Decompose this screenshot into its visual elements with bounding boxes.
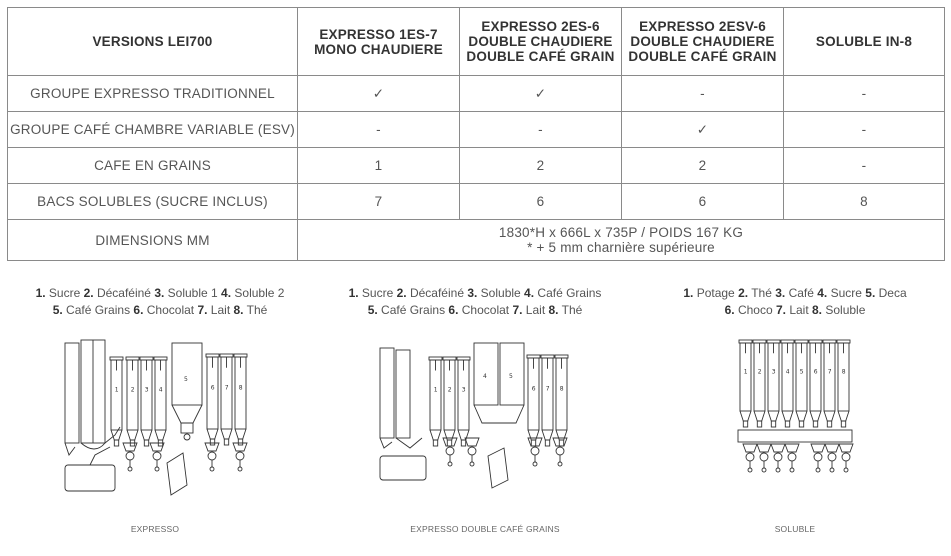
legend-text: Décaféiné (406, 286, 468, 300)
specifications-table (7, 7, 945, 261)
canister (796, 343, 807, 411)
canister (172, 343, 202, 405)
table-cell: 2 (622, 148, 784, 184)
canister-chute (444, 430, 455, 440)
canister-number: 1 (743, 368, 748, 376)
bean-hopper (396, 350, 410, 438)
cup-holder (167, 453, 187, 495)
nozzle (748, 468, 752, 472)
mixer-motor (236, 452, 244, 460)
legend-number: 3. (154, 286, 165, 300)
nozzle (128, 467, 132, 471)
table-cell: 6 (460, 184, 622, 220)
canister (754, 343, 765, 411)
canister-lid (781, 340, 794, 343)
legend-text: Café Grains (534, 286, 602, 300)
legend-text: Thé (243, 303, 268, 317)
legend-text: Deca (875, 286, 907, 300)
legend-number: 2. (738, 286, 749, 300)
header-line: EXPRESSO 2ES-6 (481, 19, 600, 34)
legend-text: Thé (558, 303, 583, 317)
legend-number: 5. (367, 303, 378, 317)
table-row (8, 184, 945, 220)
canister-chute (155, 430, 166, 440)
funnel-outlet (181, 423, 193, 433)
canister-outlet (461, 440, 465, 446)
legend-number: 4. (524, 286, 535, 300)
canister-lid (837, 340, 850, 343)
mixing-bowl (443, 438, 457, 446)
row-label: GROUPE EXPRESSO TRADITIONNEL (8, 76, 298, 112)
legend-number: 1. (348, 286, 359, 300)
canister (782, 343, 793, 411)
legend-number: 6. (724, 303, 735, 317)
table-cell: 1 (298, 148, 460, 184)
table-row (8, 112, 945, 148)
canister-chute (824, 411, 835, 421)
legend-number: 3. (467, 286, 478, 300)
canister-number: 3 (144, 386, 149, 394)
legend-text: Thé (748, 286, 776, 300)
header-line: EXPRESSO 2ESV-6 (639, 19, 766, 34)
mixer-motor (842, 453, 850, 461)
legend-line (660, 302, 930, 319)
canister-outlet (785, 421, 789, 427)
canister-outlet (813, 421, 817, 427)
legend-text: Potage (693, 286, 739, 300)
table-cell: - (784, 148, 945, 184)
legend-number: 1. (683, 286, 694, 300)
caption-soluble: SOLUBLE (774, 524, 816, 534)
legend-number: 7. (197, 303, 208, 317)
legend-number: 8. (812, 303, 823, 317)
canister-lid (753, 340, 766, 343)
canister-chute (796, 411, 807, 421)
mixing-bowl (825, 444, 839, 452)
check-icon: ✓ (298, 76, 460, 112)
canister-outlet (224, 439, 228, 445)
legend-number: 6. (448, 303, 459, 317)
canister-number: 6 (531, 385, 536, 393)
canister-lid (739, 340, 752, 343)
legend-text: Soluble (477, 286, 525, 300)
table-cell: 7 (298, 184, 460, 220)
canister-chute (458, 430, 469, 440)
funnel (172, 405, 202, 423)
canister-outlet (210, 439, 214, 445)
caption-double: EXPRESSO DOUBLE CAFÉ GRAINS (410, 524, 560, 534)
nozzle (184, 434, 190, 440)
canister-outlet (238, 439, 242, 445)
legend-text: Chocolat (143, 303, 198, 317)
canister-lid (206, 354, 219, 357)
canister-lid (823, 340, 836, 343)
legend-number: 5. (865, 286, 876, 300)
table-cell: - (784, 112, 945, 148)
canister-number: 5 (799, 368, 804, 376)
canister-lid (220, 354, 233, 357)
canister-lid (126, 357, 139, 360)
legend-line (20, 302, 300, 319)
canister-number: 8 (238, 384, 243, 392)
canister (824, 343, 835, 411)
canister-number: 8 (841, 368, 846, 376)
mixing-bowl (150, 443, 164, 451)
table-cell: - (460, 112, 622, 148)
mixing-bowl (811, 444, 825, 452)
table-cell: - (298, 112, 460, 148)
legend-number: 5. (52, 303, 63, 317)
legend-text: Lait (207, 303, 234, 317)
legend-text: Soluble 2 (231, 286, 285, 300)
nozzle (830, 468, 834, 472)
drawing-line (90, 447, 110, 465)
mixing-bowl (553, 438, 567, 446)
canister-number: 1 (114, 386, 119, 394)
canister-lid (795, 340, 808, 343)
header-expresso-2es6 (460, 8, 622, 76)
double-expresso-machine-diagram (370, 338, 590, 498)
canister-outlet (757, 421, 761, 427)
mixer-platform (738, 430, 852, 442)
canister-chute (838, 411, 849, 421)
header-line: EXPRESSO 1ES-7 (319, 26, 438, 42)
canister-outlet (114, 440, 118, 446)
canister-chute (754, 411, 765, 421)
canister-lid (429, 357, 442, 360)
table-cell: 2 (460, 148, 622, 184)
table-row-dimensions (8, 220, 945, 261)
bean-hopper (65, 343, 79, 443)
legend-number: 7. (775, 303, 786, 317)
nozzle (448, 462, 452, 466)
canister-lid (110, 357, 123, 360)
canister-chute (127, 430, 138, 440)
mixer-motor (531, 447, 539, 455)
header-line: DOUBLE CHAUDIERE (468, 34, 613, 49)
canister-number: 5 (184, 376, 188, 383)
canister-outlet (447, 440, 451, 446)
nozzle (558, 462, 562, 466)
legend-text: Chocolat (458, 303, 513, 317)
canister (740, 343, 751, 411)
canister-chute (740, 411, 751, 421)
canister-outlet (531, 440, 535, 446)
legend-text: Café Grains (377, 303, 449, 317)
canister-lid (809, 340, 822, 343)
legend-double (330, 285, 620, 319)
canister-chute (782, 411, 793, 421)
row-label: DIMENSIONS MM (8, 220, 298, 261)
nozzle (816, 468, 820, 472)
canister-outlet (743, 421, 747, 427)
nozzle (210, 467, 214, 471)
legend-soluble (660, 285, 930, 319)
header-expresso-2esv6 (622, 8, 784, 76)
drawing-line (81, 443, 105, 449)
legend-line (330, 302, 620, 319)
legend-number: 6. (133, 303, 144, 317)
mixing-bowl (233, 443, 247, 451)
canister-number: 2 (130, 386, 135, 394)
expresso-machine-diagram (55, 335, 285, 505)
nozzle (776, 468, 780, 472)
canister-number: 2 (447, 386, 452, 394)
canister-number: 4 (785, 368, 790, 376)
canister-chute (207, 429, 218, 439)
mixer-motor (746, 453, 754, 461)
table-cell: - (622, 76, 784, 112)
canister-lid (767, 340, 780, 343)
dimensions-value (298, 220, 945, 261)
mixing-bowl (528, 438, 542, 446)
legend-text: Lait (785, 303, 812, 317)
mixer-motor (153, 452, 161, 460)
canister-number: 1 (433, 386, 438, 394)
mixing-bowl (839, 444, 853, 452)
mixer-motor (828, 453, 836, 461)
legend-line (20, 285, 300, 302)
header-line: DOUBLE CHAUDIERE (630, 34, 775, 49)
drawing-line (65, 443, 75, 455)
canister-chute (542, 430, 553, 440)
brewing-unit (65, 465, 115, 491)
canister-outlet (771, 421, 775, 427)
table-cell: 6 (622, 184, 784, 220)
mixer-motor (446, 447, 454, 455)
canister-outlet (144, 440, 148, 446)
caption-expresso: EXPRESSO (130, 524, 180, 534)
canister-chute (111, 430, 122, 440)
canister-number: 4 (158, 386, 163, 394)
legend-text: Café Grains (62, 303, 134, 317)
dimensions-line: 1830*H x 666L x 735P / POIDS 167 KG (498, 225, 744, 240)
drawing-line (380, 438, 392, 448)
row-label: BACS SOLUBLES (SUCRE INCLUS) (8, 184, 298, 220)
mixing-bowl (757, 444, 771, 452)
brewing-unit (380, 456, 426, 480)
canister-number: 7 (224, 384, 229, 392)
legend-number: 4. (817, 286, 828, 300)
legend-text: Soluble 1 (164, 286, 222, 300)
canister-chute (768, 411, 779, 421)
nozzle (470, 462, 474, 466)
header-line: DOUBLE CAFÉ GRAIN (466, 49, 615, 64)
canister-number: 3 (461, 386, 466, 394)
header-line: MONO CHAUDIERE (314, 41, 443, 57)
table-row (8, 148, 945, 184)
canister-number: 7 (827, 368, 832, 376)
mixing-bowl (465, 438, 479, 446)
mixer-motor (760, 453, 768, 461)
bean-hopper (380, 348, 394, 438)
legend-text: Sucre (45, 286, 84, 300)
canister-number: 5 (509, 373, 513, 380)
canister (768, 343, 779, 411)
mixer-motor (774, 453, 782, 461)
table-cell: 8 (784, 184, 945, 220)
canister-lid (234, 354, 247, 357)
canister-outlet (559, 440, 563, 446)
canister-outlet (433, 440, 437, 446)
check-icon: ✓ (460, 76, 622, 112)
canister-chute (141, 430, 152, 440)
canister-chute (528, 430, 539, 440)
canister-number: 2 (757, 368, 762, 376)
mixer-motor (468, 447, 476, 455)
nozzle (844, 468, 848, 472)
nozzle (238, 467, 242, 471)
canister-number: 3 (771, 368, 776, 376)
legend-number: 4. (221, 286, 232, 300)
legend-number: 1. (35, 286, 46, 300)
canister-number: 6 (210, 384, 215, 392)
canister-chute (430, 430, 441, 440)
canister-lid (457, 357, 470, 360)
legend-number: 8. (548, 303, 559, 317)
legend-text: Sucre (827, 286, 866, 300)
canister-outlet (799, 421, 803, 427)
table-cell: - (784, 76, 945, 112)
nozzle (533, 462, 537, 466)
canister-lid (527, 355, 540, 358)
funnel (474, 405, 524, 423)
mixing-bowl (771, 444, 785, 452)
nozzle (762, 468, 766, 472)
legend-text: Choco (734, 303, 776, 317)
mixer-motor (814, 453, 822, 461)
mixing-bowl (205, 443, 219, 451)
header-expresso-1es7 (298, 8, 460, 76)
legend-number: 8. (233, 303, 244, 317)
row-label: GROUPE CAFÉ CHAMBRE VARIABLE (ESV) (8, 112, 298, 148)
canister-lid (154, 357, 167, 360)
canister-number: 8 (559, 385, 564, 393)
mixer-motor (126, 452, 134, 460)
mixer-motor (788, 453, 796, 461)
canister-lid (140, 357, 153, 360)
drawing-line (396, 438, 422, 448)
legend-line (660, 285, 930, 302)
canister-outlet (841, 421, 845, 427)
canister-outlet (827, 421, 831, 427)
dimensions-note: * + 5 mm charnière supérieure (527, 240, 715, 255)
canister-chute (221, 429, 232, 439)
cup-holder (488, 448, 508, 488)
canister-number: 7 (545, 385, 550, 393)
soluble-machine-diagram (730, 338, 860, 488)
legend-text: Décaféiné (93, 286, 155, 300)
canister (838, 343, 849, 411)
legend-expresso (20, 285, 300, 319)
legend-number: 2. (396, 286, 407, 300)
legend-text: Soluble (822, 303, 866, 317)
header-versions: VERSIONS LEI700 (8, 8, 298, 76)
nozzle (790, 468, 794, 472)
canister-chute (235, 429, 246, 439)
legend-number: 7. (512, 303, 523, 317)
nozzle (155, 467, 159, 471)
legend-number: 2. (83, 286, 94, 300)
canister-chute (556, 430, 567, 440)
row-label: CAFE EN GRAINS (8, 148, 298, 184)
check-icon: ✓ (622, 112, 784, 148)
mixing-bowl (785, 444, 799, 452)
canister (810, 343, 821, 411)
canister-number: 6 (813, 368, 818, 376)
legend-text: Café (785, 286, 818, 300)
mixer-motor (208, 452, 216, 460)
header-soluble-in8: SOLUBLE IN-8 (784, 8, 945, 76)
canister-lid (555, 355, 568, 358)
canister-outlet (545, 440, 549, 446)
header-line: DOUBLE CAFÉ GRAIN (628, 49, 777, 64)
canister-lid (541, 355, 554, 358)
canister-number: 4 (483, 373, 487, 380)
legend-text: Sucre (358, 286, 397, 300)
legend-text: Lait (522, 303, 549, 317)
table-row (8, 76, 945, 112)
legend-line (330, 285, 620, 302)
legend-number: 3. (775, 286, 786, 300)
mixing-bowl (743, 444, 757, 452)
table-header-row (8, 8, 945, 76)
canister-lid (443, 357, 456, 360)
canister-chute (810, 411, 821, 421)
mixer-motor (556, 447, 564, 455)
